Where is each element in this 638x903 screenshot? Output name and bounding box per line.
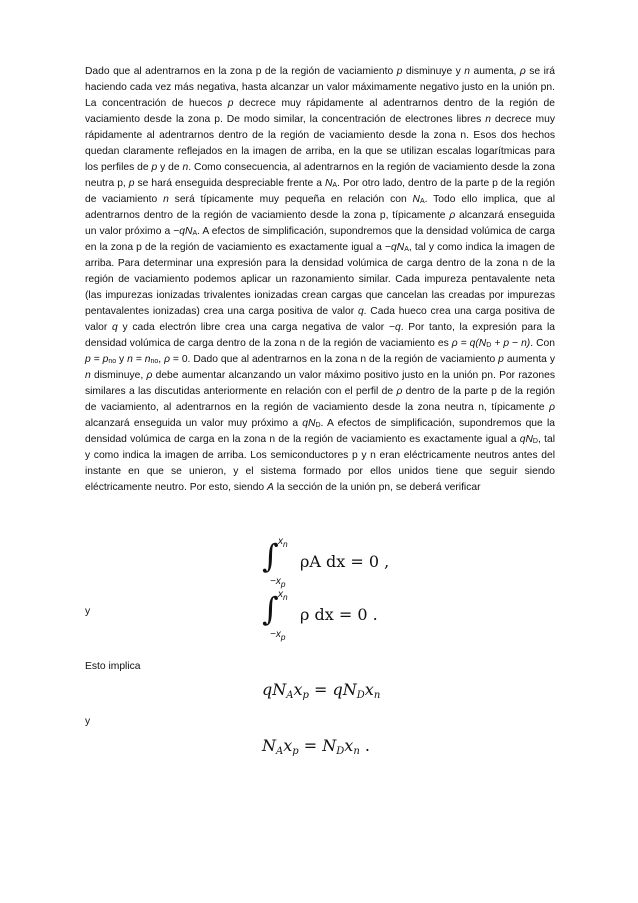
text-run: disminuye, — [90, 370, 147, 381]
text-run: debe aumentar alcanzando un valor máximo positivo justo en la unión pn. Por razones similares a las discutidas anteriormente en relación con el perfil de — [85, 370, 555, 397]
text-run: decrece muy rápidamente al adentrarnos dentro de la región de vaciamiento desde la zona p. De modo similar, la concentración de electrones libres — [85, 98, 555, 125]
text-run: disminuye y — [402, 66, 465, 77]
italic-term: n — [163, 194, 169, 205]
text-run: , — [158, 354, 165, 365]
italic-term: ρ = q(N — [451, 338, 487, 349]
text-run: aumenta, — [470, 66, 520, 77]
italic-term: n — [485, 114, 491, 125]
subscript: D — [315, 422, 321, 429]
subscript: no — [108, 358, 117, 365]
text-run: será típicamente muy pequeña en relación con — [168, 194, 413, 205]
italic-term: −q — [388, 322, 401, 333]
body-paragraph — [85, 64, 555, 496]
equation-charge-balance: $qN_Ax_p = qN_Dx_n$ — [262, 680, 381, 701]
text-run: Dado que al adentrarnos en la zona p de la región de vaciamiento — [85, 66, 397, 77]
italic-term: q — [112, 322, 118, 333]
italic-term: ρ — [549, 402, 555, 413]
italic-term: n = n — [127, 354, 151, 365]
text-run: se irá haciendo cada vez más negativa, hasta alcanzar un valor máximamente negativo justo en la unión pn. La concentración de huecos — [85, 66, 556, 109]
italic-term: A — [267, 482, 274, 493]
text-run: , tal y como indica la imagen de arriba. Los semiconductores p y n eran eléctricamente neutros antes del instante en que se unieron, y el sistema formado por ellos unidos tiene que seguir siendo eléctricamente neutro. Por esto, siendo — [85, 434, 556, 493]
text-run: la sección de la unión pn, se deberá verificar — [273, 482, 481, 493]
subscript: D — [532, 438, 538, 445]
esto-implica-label: Esto implica — [85, 661, 141, 672]
connector-y-1: y — [85, 606, 91, 617]
text-run: . Todo ello implica, que al adentrarnos dentro de la región de vaciamiento desde la zona p, típicamente — [85, 194, 555, 221]
subscript: D — [486, 342, 492, 349]
italic-term: p — [151, 162, 158, 173]
text-run: alcanzará enseguida un valor próximo a — [85, 210, 555, 237]
italic-term: ρ — [164, 354, 170, 365]
text-run: = 0. Dado que al adentrarnos en la zona n de la región de vaciamiento — [169, 354, 499, 365]
italic-term: n — [464, 66, 471, 77]
text-run: y de — [157, 162, 183, 173]
text-run: , tal y como indica la imagen de arriba. Para determinar una expresión para la densidad volúmica de carga dentro de la zona n de la región de vaciamiento podemos aplicar un razonamiento similar. Cada impureza pentavalente neta (las impurezas ionizadas trivalentes ionizadas crean cargas que cancelan las creadas por impurezas pentavalentes ionizadas) crea una carga positiva de valor — [85, 242, 556, 317]
upper-limit: $x_n$ — [278, 589, 288, 602]
italic-term: p — [396, 66, 403, 77]
italic-term: p = p — [85, 354, 109, 365]
subscript: A — [404, 246, 409, 253]
italic-term: N — [324, 178, 333, 189]
text-run: . Como consecuencia, al adentrarnos en la región de vaciamiento desde la zona neutra p, — [85, 162, 556, 189]
text-run: y — [116, 354, 128, 365]
italic-term: p — [128, 178, 135, 189]
text-run: . Con — [530, 338, 555, 349]
subscript: A — [192, 230, 198, 237]
text-run: . Por tanto, la expresión para la densidad volúmica de carga dentro de la zona n de la región de vaciamiento es — [85, 322, 555, 349]
italic-term: n — [182, 162, 189, 173]
integral-sign: ∫ — [262, 590, 279, 628]
text-run: . Por otro lado, dentro de la parte p de la región de vaciamiento — [85, 178, 555, 205]
text-run: y cada electrón libre crea una carga negativa de valor — [117, 322, 389, 333]
italic-term: ρ — [146, 370, 153, 381]
lower-limit: $-x_p$ — [270, 576, 286, 589]
italic-term: qN — [302, 418, 316, 429]
equation-doping-balance: $N_Ax_p = N_Dx_n$ . — [262, 736, 370, 757]
text-run: alcanzará enseguida un valor muy próximo a — [85, 418, 303, 429]
italic-term: ρ — [449, 210, 456, 221]
connector-y-2: y — [85, 716, 91, 727]
upper-limit: $x_n$ — [278, 536, 288, 549]
italic-term: + p − n) — [491, 338, 531, 349]
text-run: se hará enseguida despreciable frente a — [134, 178, 325, 189]
text-run: . A efectos de simplificación, supondremos que la densidad volúmica de carga en la zona n de la región de vaciamiento es exactamente igual a — [85, 418, 555, 445]
italic-term: p — [227, 98, 234, 109]
italic-term: p — [498, 354, 504, 365]
text-run: dentro de la parte p de la región de vaciamiento, al adentrarnos en la región de vaciamiento desde la zona neutra n, típicamente — [85, 386, 555, 413]
subscript: A — [332, 182, 338, 189]
text-run: decrece muy rápidamente al adentrarnos dentro de la región de vaciamiento desde la zona n. Esos dos hechos quedan claramente reflejados en la imagen de arriba, en la que se utilizan escalas logarítmicas para los perfiles de — [85, 114, 555, 173]
italic-term: N — [412, 194, 420, 205]
integrand: ρ dx = 0 . — [300, 605, 378, 624]
subscript: A — [419, 198, 425, 205]
italic-term: qN — [519, 434, 533, 445]
integrand: ρA dx = 0 , — [300, 552, 390, 571]
italic-term: q — [357, 306, 364, 317]
text-run: . A efectos de simplificación, supondremos que la densidad volúmica de carga en la zona p de la región de vaciamiento es exactamente igual a — [85, 226, 555, 253]
lower-limit: $-x_p$ — [270, 629, 286, 642]
italic-term: −qN — [173, 226, 193, 237]
subscript: no — [150, 358, 159, 365]
text-run: . Cada hueco crea una carga positiva de valor — [85, 306, 555, 333]
italic-term: n — [85, 370, 91, 381]
text-run: aumenta y — [503, 354, 555, 365]
italic-term: ρ — [519, 66, 526, 77]
integral-sign: ∫ — [262, 537, 279, 575]
italic-term: −qN — [385, 242, 405, 253]
italic-term: ρ — [396, 386, 403, 397]
